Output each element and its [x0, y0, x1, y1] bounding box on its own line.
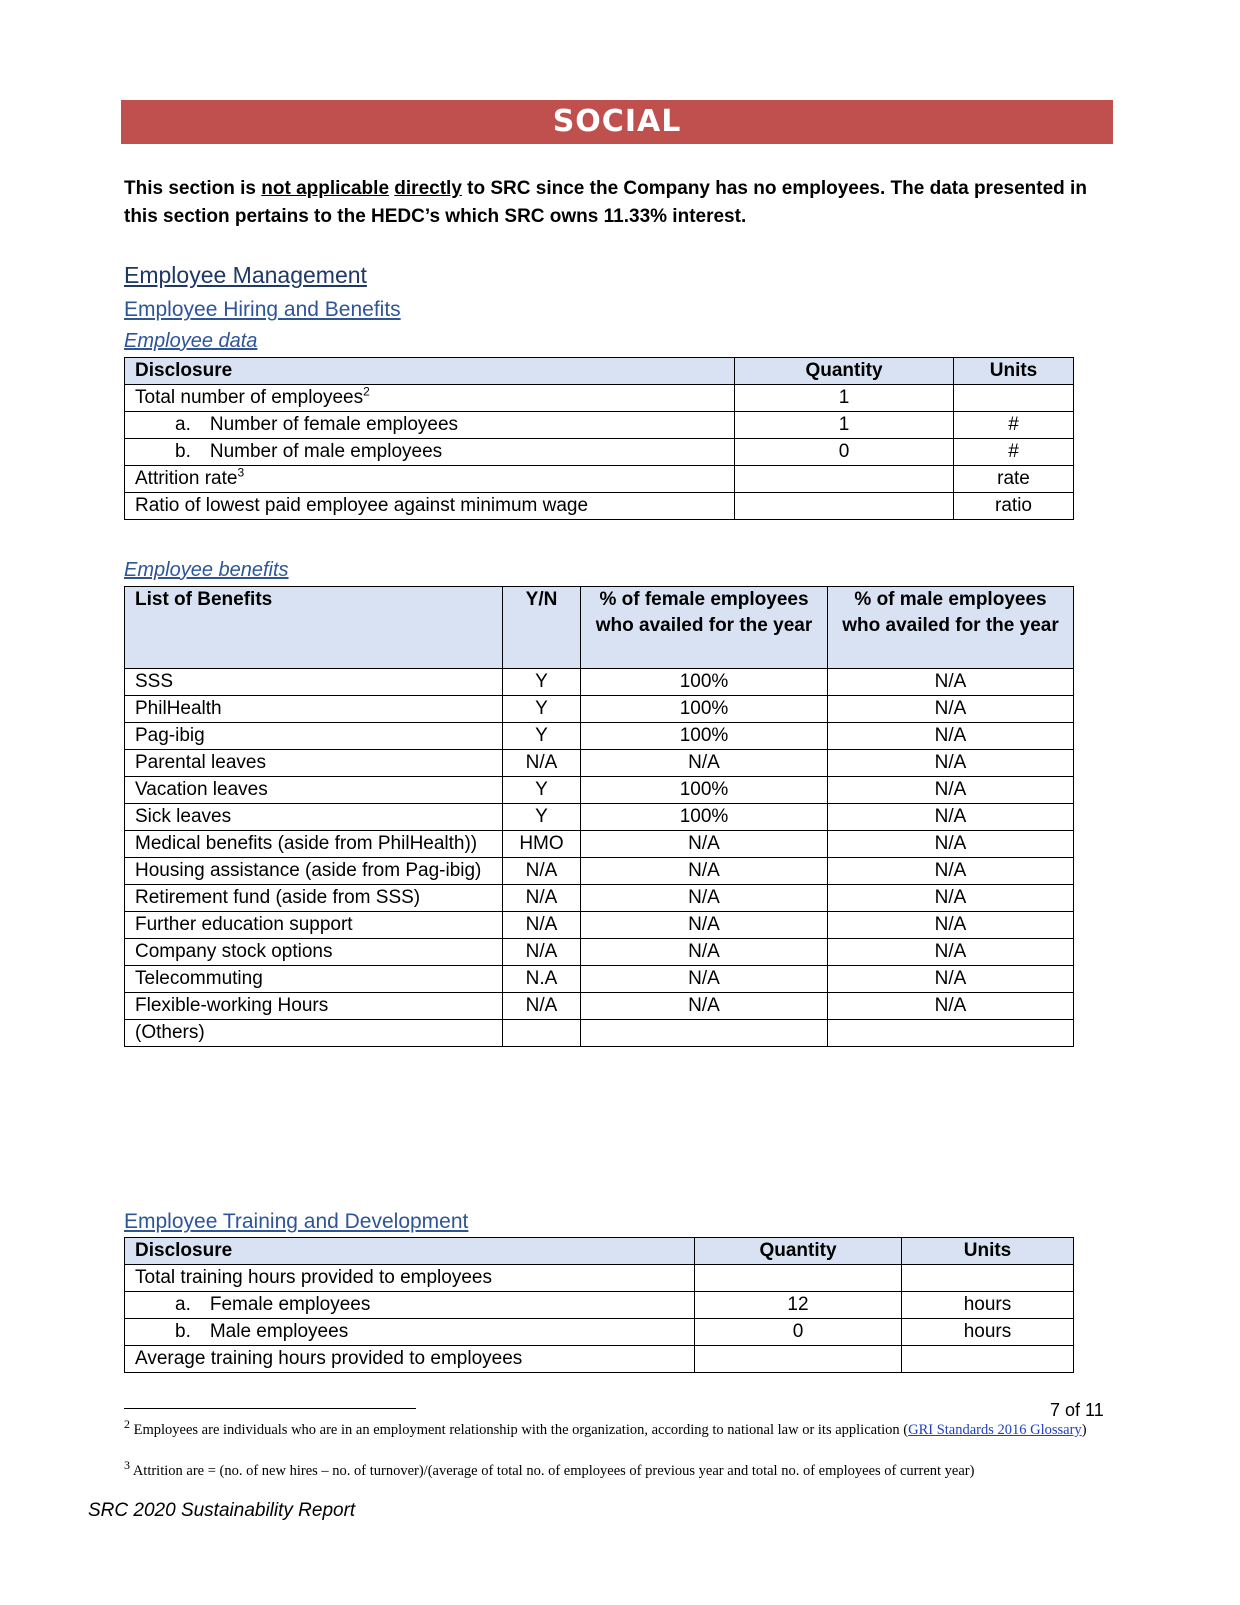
table-row: [125, 777, 1074, 804]
benefit-yn: [503, 1020, 581, 1047]
benefit-name: (Others): [125, 1020, 503, 1047]
col-quantity: Quantity: [735, 358, 954, 385]
male-pct: N/A: [828, 804, 1074, 831]
male-pct: N/A: [828, 858, 1074, 885]
table-row: Average training hours provided to employees: [125, 1346, 1074, 1373]
table-row: Total number of employees$^2$ 1: [125, 385, 1074, 412]
benefit-yn: Y: [503, 669, 581, 696]
benefit-yn: HMO: [503, 831, 581, 858]
male-pct: N/A: [828, 885, 1074, 912]
female-pct: 100%: [581, 804, 828, 831]
gri-glossary-link[interactable]: GRI Standards 2016 Glossary: [908, 1422, 1082, 1438]
benefit-yn: Y: [503, 723, 581, 750]
benefit-yn: N.A: [503, 966, 581, 993]
benefit-name: Telecommuting: [125, 966, 503, 993]
table-row: [125, 669, 1074, 696]
footnote-divider: [124, 1408, 416, 1409]
female-pct: N/A: [581, 885, 828, 912]
training-table: [124, 1237, 1074, 1373]
table-row: [125, 858, 1074, 885]
heading-hiring-benefits: Employee Hiring and Benefits: [124, 298, 401, 321]
male-pct: N/A: [828, 831, 1074, 858]
female-pct: N/A: [581, 912, 828, 939]
table-row: [125, 723, 1074, 750]
male-pct: N/A: [828, 669, 1074, 696]
table-row: a. Female employees 12 hours: [125, 1292, 1074, 1319]
benefit-yn: N/A: [503, 858, 581, 885]
table-row: [125, 939, 1074, 966]
benefit-name: Flexible-working Hours: [125, 993, 503, 1020]
report-footer: SRC 2020 Sustainability Report: [88, 1500, 356, 1521]
table-row: [125, 912, 1074, 939]
table-row: b. Male employees 0 hours: [125, 1319, 1074, 1346]
heading-employee-benefits: Employee benefits: [124, 559, 289, 581]
male-pct: N/A: [828, 723, 1074, 750]
benefit-yn: N/A: [503, 939, 581, 966]
table-row: Ratio of lowest paid employee against minimum wage ratio: [125, 493, 1074, 520]
benefit-name: PhilHealth: [125, 696, 503, 723]
table-row: [125, 750, 1074, 777]
female-pct: N/A: [581, 993, 828, 1020]
benefit-name: Further education support: [125, 912, 503, 939]
male-pct: N/A: [828, 750, 1074, 777]
benefit-name: SSS: [125, 669, 503, 696]
table-row: Total training hours provided to employees: [125, 1265, 1074, 1292]
col-yn: Y/N: [503, 587, 581, 669]
col-list-of-benefits: List of Benefits: [125, 587, 503, 669]
benefit-name: Parental leaves: [125, 750, 503, 777]
table-row: b. Number of male employees 0 #: [125, 439, 1074, 466]
table-row: [125, 831, 1074, 858]
col-disclosure: Disclosure: [125, 358, 735, 385]
col-disclosure: Disclosure: [125, 1238, 695, 1265]
employee-benefits-table: [124, 586, 1074, 1047]
female-pct: [581, 1020, 828, 1047]
benefit-yn: Y: [503, 696, 581, 723]
male-pct: N/A: [828, 696, 1074, 723]
footnote-ref: 2: [363, 384, 370, 399]
heading-employee-data: Employee data: [124, 330, 258, 352]
table-row: [125, 1020, 1074, 1047]
footnote-2: $^2$ Employees are individuals who are in an employment relationship with the organization, according to national law or its application (GRI Standards 2016 Glossary): [124, 1417, 1087, 1438]
male-pct: N/A: [828, 912, 1074, 939]
benefit-yn: N/A: [503, 912, 581, 939]
table-row: a. Number of female employees 1 #: [125, 412, 1074, 439]
col-units: Units: [954, 358, 1074, 385]
heading-employee-management: Employee Management: [124, 262, 367, 288]
female-pct: N/A: [581, 831, 828, 858]
female-pct: N/A: [581, 966, 828, 993]
col-quantity: Quantity: [695, 1238, 902, 1265]
table-row: [125, 885, 1074, 912]
col-female-pct: % of female employees who availed for the year: [581, 587, 828, 669]
footnote-3: $^3$ Attrition are = (no. of new hires – no. of turnover)/(average of total no. of employees of previous year and total no. of employees of current year): [124, 1458, 975, 1479]
female-pct: N/A: [581, 858, 828, 885]
benefit-name: Vacation leaves: [125, 777, 503, 804]
female-pct: 100%: [581, 723, 828, 750]
heading-training: Employee Training and Development: [124, 1210, 469, 1233]
female-pct: N/A: [581, 939, 828, 966]
benefit-name: Medical benefits (aside from PhilHealth)): [125, 831, 503, 858]
table-row: [125, 966, 1074, 993]
male-pct: N/A: [828, 939, 1074, 966]
male-pct: N/A: [828, 993, 1074, 1020]
female-pct: 100%: [581, 696, 828, 723]
table-row: [125, 804, 1074, 831]
benefit-name: Sick leaves: [125, 804, 503, 831]
female-pct: 100%: [581, 777, 828, 804]
benefit-yn: N/A: [503, 885, 581, 912]
col-male-pct: % of male employees who availed for the year: [828, 587, 1074, 669]
page-number: 7 of 11: [1050, 1400, 1104, 1420]
table-row: [125, 696, 1074, 723]
benefit-yn: N/A: [503, 750, 581, 777]
table-row: [125, 993, 1074, 1020]
benefit-yn: Y: [503, 777, 581, 804]
table-row: Attrition rate$^3$ rate: [125, 466, 1074, 493]
male-pct: N/A: [828, 777, 1074, 804]
section-banner: SOCIAL: [121, 100, 1113, 144]
not-applicable-text: not applicable: [261, 178, 390, 199]
female-pct: 100%: [581, 669, 828, 696]
footnote-ref: 3: [237, 465, 245, 480]
benefit-name: Company stock options: [125, 939, 503, 966]
benefit-name: Retirement fund (aside from SSS): [125, 885, 503, 912]
benefit-name: Pag-ibig: [125, 723, 503, 750]
female-pct: N/A: [581, 750, 828, 777]
col-units: Units: [902, 1238, 1074, 1265]
male-pct: N/A: [828, 966, 1074, 993]
benefit-yn: Y: [503, 804, 581, 831]
benefit-name: Housing assistance (aside from Pag-ibig): [125, 858, 503, 885]
directly-text: directly: [394, 178, 462, 199]
benefit-yn: N/A: [503, 993, 581, 1020]
intro-paragraph: This section is not applicable directly to SRC since the Company has no employees. The data presented in this section pertains to the HEDC’s which SRC owns 11.33% interest.: [124, 178, 1087, 227]
male-pct: [828, 1020, 1074, 1047]
employee-data-table: [124, 357, 1074, 520]
